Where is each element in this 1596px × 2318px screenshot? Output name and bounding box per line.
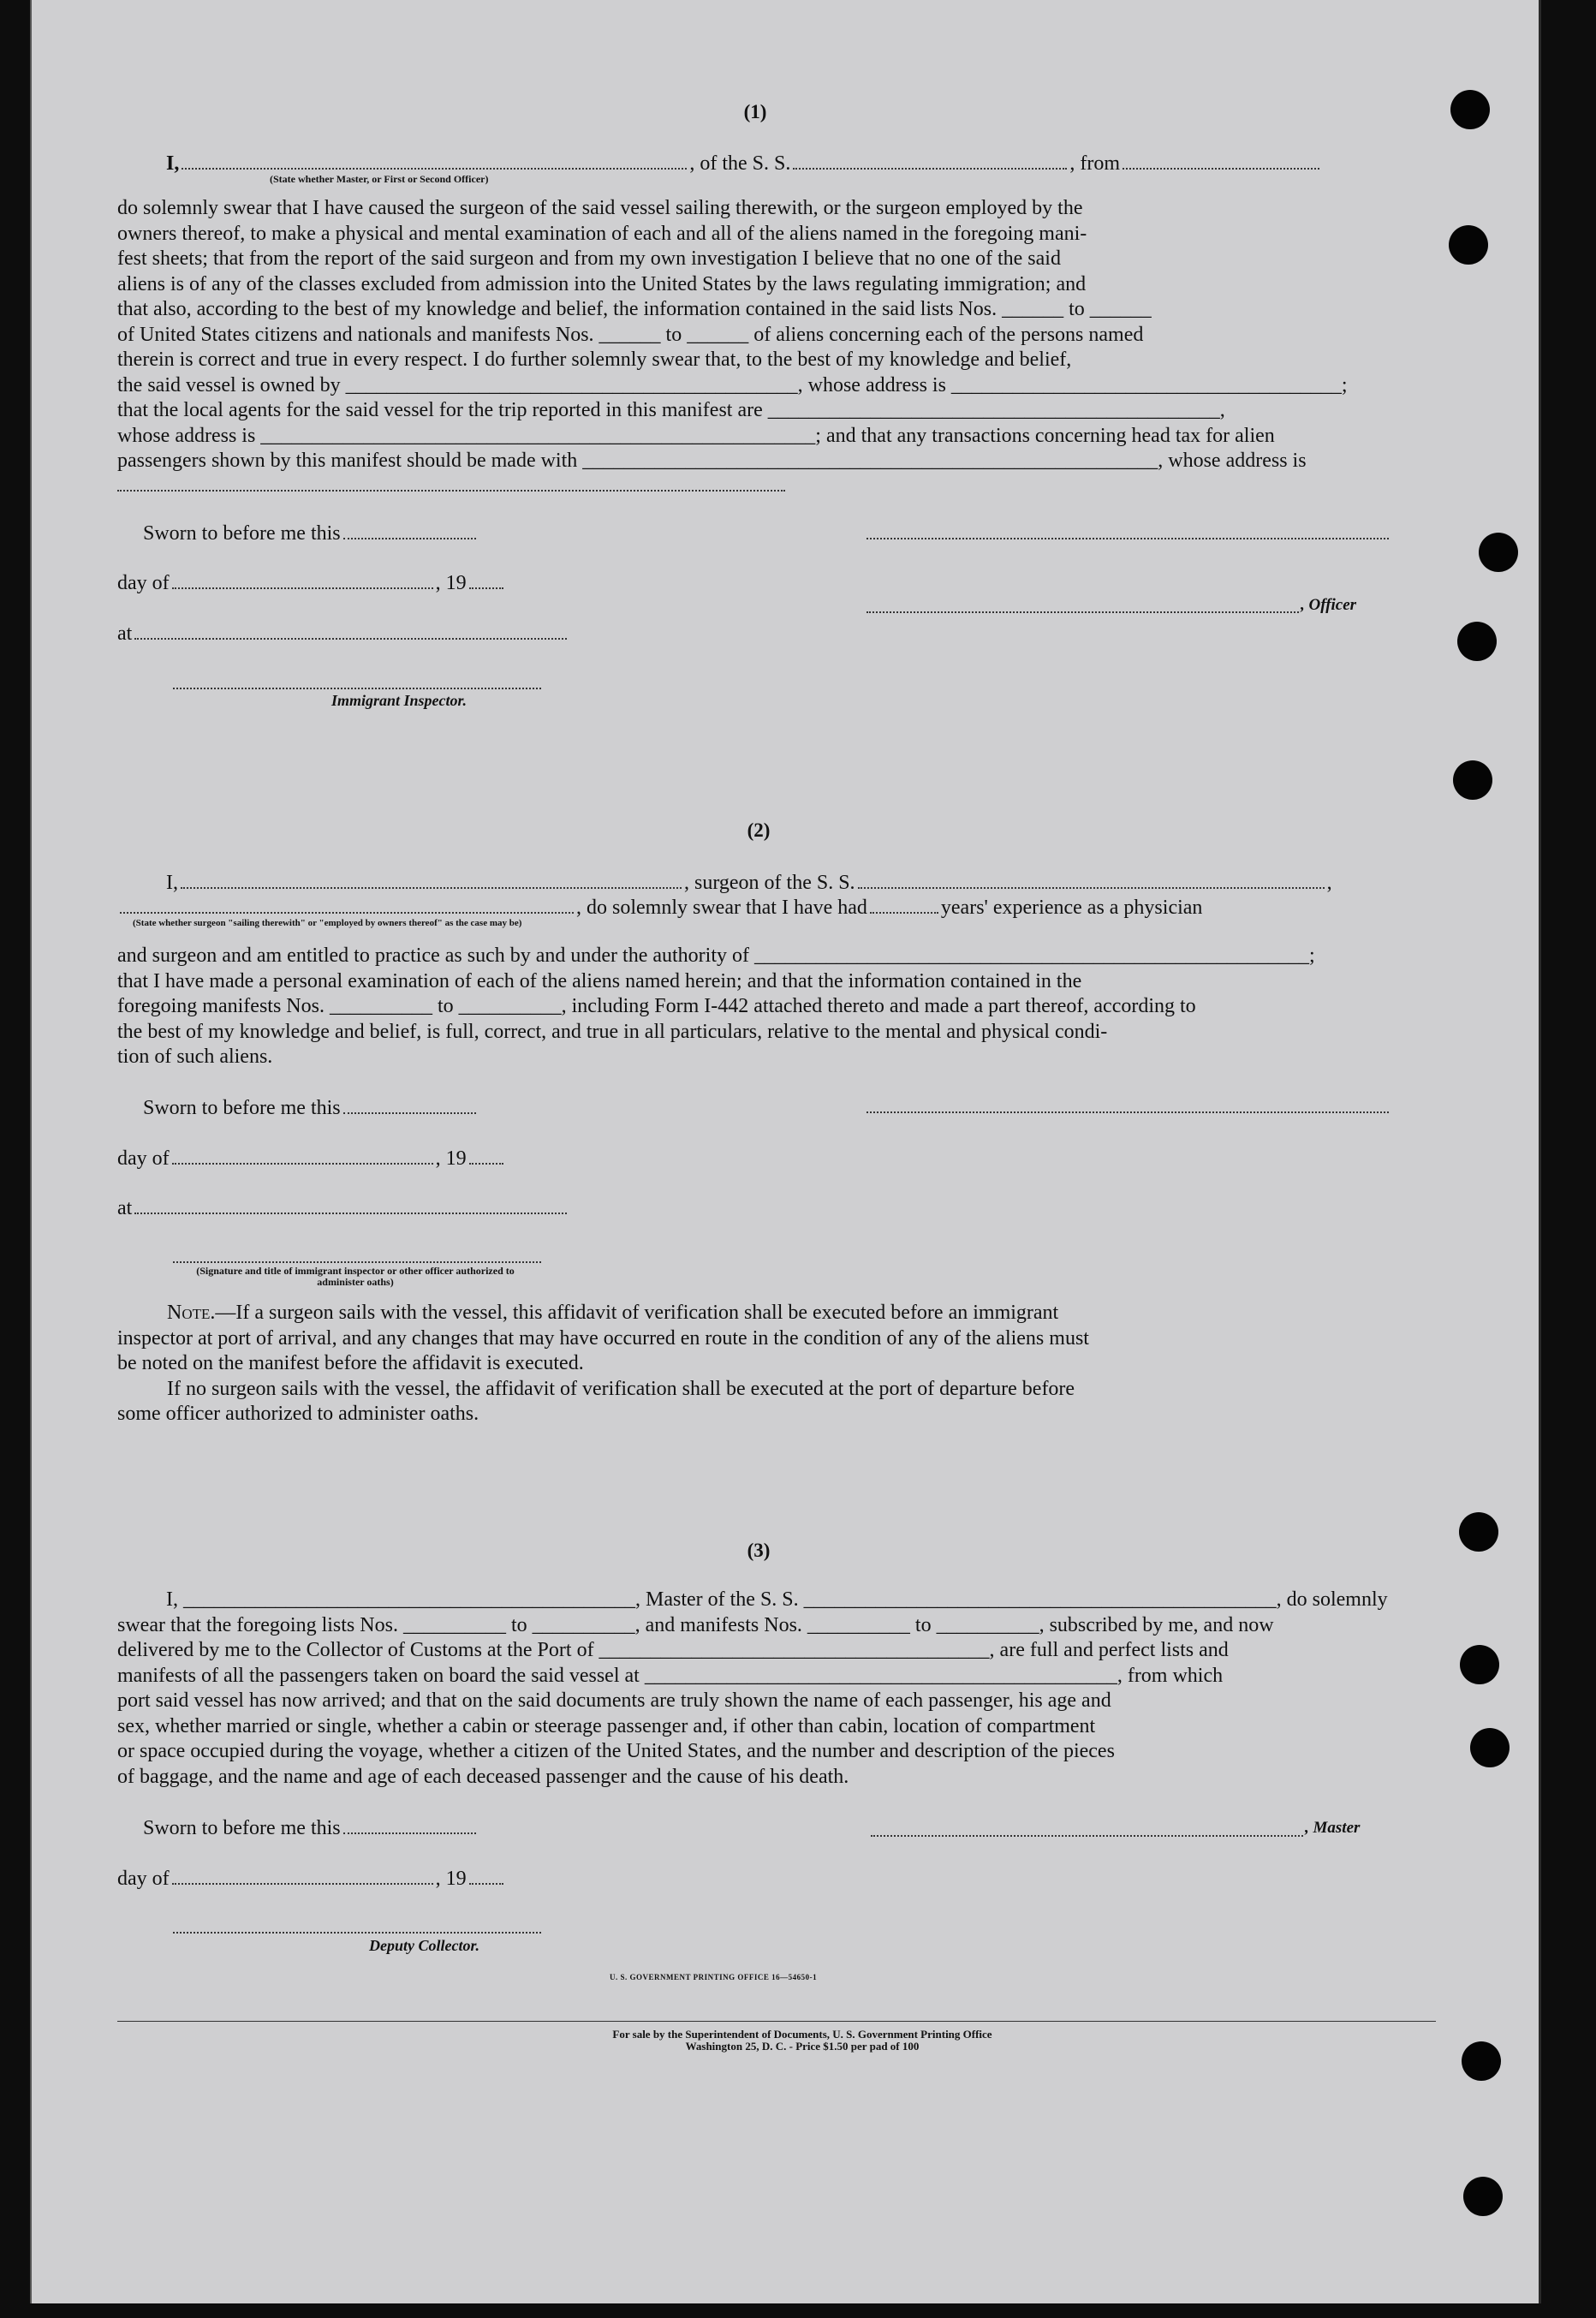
i-label: I,: [166, 152, 180, 175]
note: Note.—If a surgeon sails with the vessel, this affidavit of verification shall be executed before an immigrant inspector at port of arrival, and any changes that may have occurred en route in the condition of any of the aliens must be noted on the manifest before the affidavit is executed. If no surgeon sails with the vessel, the affidavit of verification shall be executed at the port of departure before some officer authorized to administer oaths.: [117, 1301, 1436, 1427]
body-line: the best of my knowledge and belief, is full, correct, and true in all particulars, relative to the mental and physical condi-: [117, 1020, 1108, 1043]
inspector-title: Immigrant Inspector.: [331, 692, 467, 709]
punch-hole: [1453, 760, 1492, 800]
body-line: that also, according to the best of my knowledge and belief, the information contained in the said lists Nos. ______ to ______: [117, 298, 1152, 320]
body-line: port said vessel has now arrived; and that on the said documents are truly shown the name of each passenger, his age and: [117, 1689, 1111, 1712]
body-line: of baggage, and the name and age of each deceased passenger and the cause of his death.: [117, 1765, 849, 1788]
s2-sworn: Sworn to before me this: [143, 1097, 479, 1118]
officer-caption: (State whether Master, or First or Second Officer): [270, 173, 489, 185]
body-line: whose address is ______________________________________________________; and that any transactions concerning head tax for alien: [117, 424, 1275, 447]
sworn-date-field[interactable]: [343, 1817, 476, 1834]
sworn-date-field[interactable]: [343, 1097, 476, 1114]
body-line: that the local agents for the said vessel for the trip reported in this manifest are ____________________________________________,: [117, 399, 1225, 421]
note-line: inspector at port of arrival, and any changes that may have occurred en route in the condition of any of the aliens must: [117, 1326, 1089, 1350]
sworn-date-field[interactable]: [343, 522, 476, 539]
place-field[interactable]: [134, 623, 567, 640]
section-2-line2: , do solemnly swear that I have had years' experience as a physician: [117, 897, 1202, 918]
punch-hole: [1470, 1728, 1510, 1767]
from-label: , from: [1069, 152, 1121, 175]
body-line: or space occupied during the voyage, whether a citizen of the United States, and the number and description of the pieces: [117, 1740, 1115, 1762]
s1-sworn: Sworn to before me this: [143, 522, 479, 544]
section-2-heading: (2): [747, 819, 771, 841]
body-line: swear that the foregoing lists Nos. __________ to __________, and manifests Nos. __________ to __________, subscribed by me, and now: [117, 1613, 1274, 1636]
collector-title: Deputy Collector.: [369, 1937, 479, 1954]
officer-signature-line-2[interactable]: [866, 611, 1299, 613]
section-1-line1: [166, 152, 1322, 174]
year-field[interactable]: [469, 1147, 503, 1165]
s3-sworn: Sworn to before me this: [143, 1817, 479, 1838]
signature-caption: (Signature and title of immigrant inspector or other officer authorized to administer oaths): [196, 1265, 515, 1288]
section-3-heading: (3): [747, 1540, 771, 1561]
master-signature-line[interactable]: [871, 1835, 1303, 1837]
body-line: tion of such aliens.: [117, 1046, 273, 1068]
body-line: that I have made a personal examination of each of the aliens named herein; and that the information contained in the: [117, 969, 1082, 992]
section-1-heading: (1): [743, 101, 767, 122]
surgeon-caption: (State whether surgeon "sailing therewith" or "employed by owners thereof" as the case may be): [133, 918, 522, 928]
address-continuation-line[interactable]: [117, 490, 785, 492]
footer-line-1: For sale by the Superintendent of Documents, U. S. Government Printing Office: [612, 2028, 992, 2041]
body-line: aliens is of any of the classes excluded from admission into the United States by the laws regulating immigration; and: [117, 272, 1087, 295]
s2-at: at: [117, 1197, 569, 1219]
section-2-line1: I, , surgeon of the S. S. ,: [166, 872, 1332, 894]
surgeon-officer-signature-line[interactable]: [866, 1111, 1389, 1113]
punch-hole: [1479, 533, 1518, 572]
body-line: and surgeon and am entitled to practice as such by and under the authority of ______________________________________________________;: [117, 944, 1315, 967]
surgeon-name-field[interactable]: [181, 872, 682, 889]
place-field[interactable]: [134, 1197, 567, 1214]
s3-day-of: day of , 19: [117, 1868, 506, 1889]
s2-day-of: day of , 19: [117, 1147, 506, 1169]
master-title: , Master: [1305, 1819, 1361, 1837]
punch-hole: [1459, 1512, 1498, 1552]
body-line: sex, whether married or single, whether a cabin or steerage passenger and, if other than cabin, location of compartment: [117, 1714, 1096, 1737]
form-page: [30, 0, 1541, 2303]
surgeon-type-field[interactable]: [120, 897, 574, 914]
body-line: therein is correct and true in every respect. I do further solemnly swear that, to the best of my knowledge and belief,: [117, 349, 1072, 371]
punch-hole: [1457, 622, 1497, 661]
body-line: passengers shown by this manifest should be made with ________________________________________________________, whose address is: [117, 450, 1307, 472]
years-field[interactable]: [870, 897, 938, 914]
body-line: I, ____________________________________________, Master of the S. S. ______________________________________________, do solemnly: [166, 1588, 1388, 1611]
inspector-signature-line[interactable]: [173, 1261, 541, 1263]
ship-name-field[interactable]: [858, 872, 1325, 889]
body-line: delivered by me to the Collector of Customs at the Port of ______________________________________, are full and perfect lists and: [117, 1639, 1229, 1661]
s1-day-of: day of , 19: [117, 572, 506, 593]
footer-line-2: Washington 25, D. C. - Price $1.50 per pad of 100: [685, 2040, 920, 2053]
note-line: If no surgeon sails with the vessel, the affidavit of verification shall be executed at the port of departure before: [167, 1377, 1075, 1400]
body-line: manifests of all the passengers taken on board the said vessel at ______________________________________________, from which: [117, 1664, 1224, 1687]
punch-hole: [1462, 2041, 1501, 2081]
note-label: Note.: [167, 1302, 216, 1324]
body-line: foregoing manifests Nos. __________ to __________, including Form I-442 attached thereto and made a part thereof, according to: [117, 995, 1196, 1017]
note-line: be noted on the manifest before the affidavit is executed.: [117, 1352, 584, 1374]
body-line: owners thereof, to make a physical and mental examination of each and all of the aliens named in the foregoing mani-: [117, 222, 1087, 245]
body-line: do solemnly swear that I have caused the surgeon of the said vessel sailing therewith, or the surgeon employed by the: [117, 197, 1083, 219]
from-port-field[interactable]: [1123, 152, 1319, 170]
section-1-body: [117, 196, 1436, 474]
body-line: the said vessel is owned by ____________________________________________, whose address is ______________________________________;: [117, 373, 1348, 396]
month-field[interactable]: [172, 1147, 433, 1165]
body-line: fest sheets; that from the report of the said surgeon and from my own investigation I believe that no one of the said: [117, 247, 1061, 270]
officer-name-field[interactable]: [182, 152, 687, 170]
body-line: of United States citizens and nationals and manifests Nos. ______ to ______ of aliens concerning each of the persons named: [117, 323, 1144, 346]
punch-hole: [1463, 2177, 1503, 2216]
section-2-body: [117, 944, 1436, 1070]
year-field[interactable]: [469, 1868, 503, 1885]
of-ss-label: , of the S. S.: [689, 152, 791, 175]
month-field[interactable]: [172, 572, 433, 589]
officer-signature-line-1[interactable]: [866, 538, 1389, 539]
printer-line: U. S. GOVERNMENT PRINTING OFFICE 16—54650-1: [610, 1973, 818, 1981]
inspector-signature-line[interactable]: [173, 688, 541, 689]
month-field[interactable]: [172, 1868, 433, 1885]
s1-at: at: [117, 623, 569, 644]
officer-title: , Officer: [1301, 596, 1357, 614]
punch-hole: [1449, 225, 1488, 265]
note-line: some officer authorized to administer oaths.: [117, 1403, 479, 1425]
section-3-body: [117, 1588, 1436, 1790]
footer-text: [374, 2029, 1230, 2053]
punch-hole: [1450, 90, 1490, 129]
year-field[interactable]: [469, 572, 503, 589]
footer-rule: [117, 2021, 1436, 2022]
collector-signature-line[interactable]: [173, 1932, 541, 1934]
ship-name-field[interactable]: [793, 152, 1067, 170]
punch-hole: [1460, 1645, 1499, 1684]
